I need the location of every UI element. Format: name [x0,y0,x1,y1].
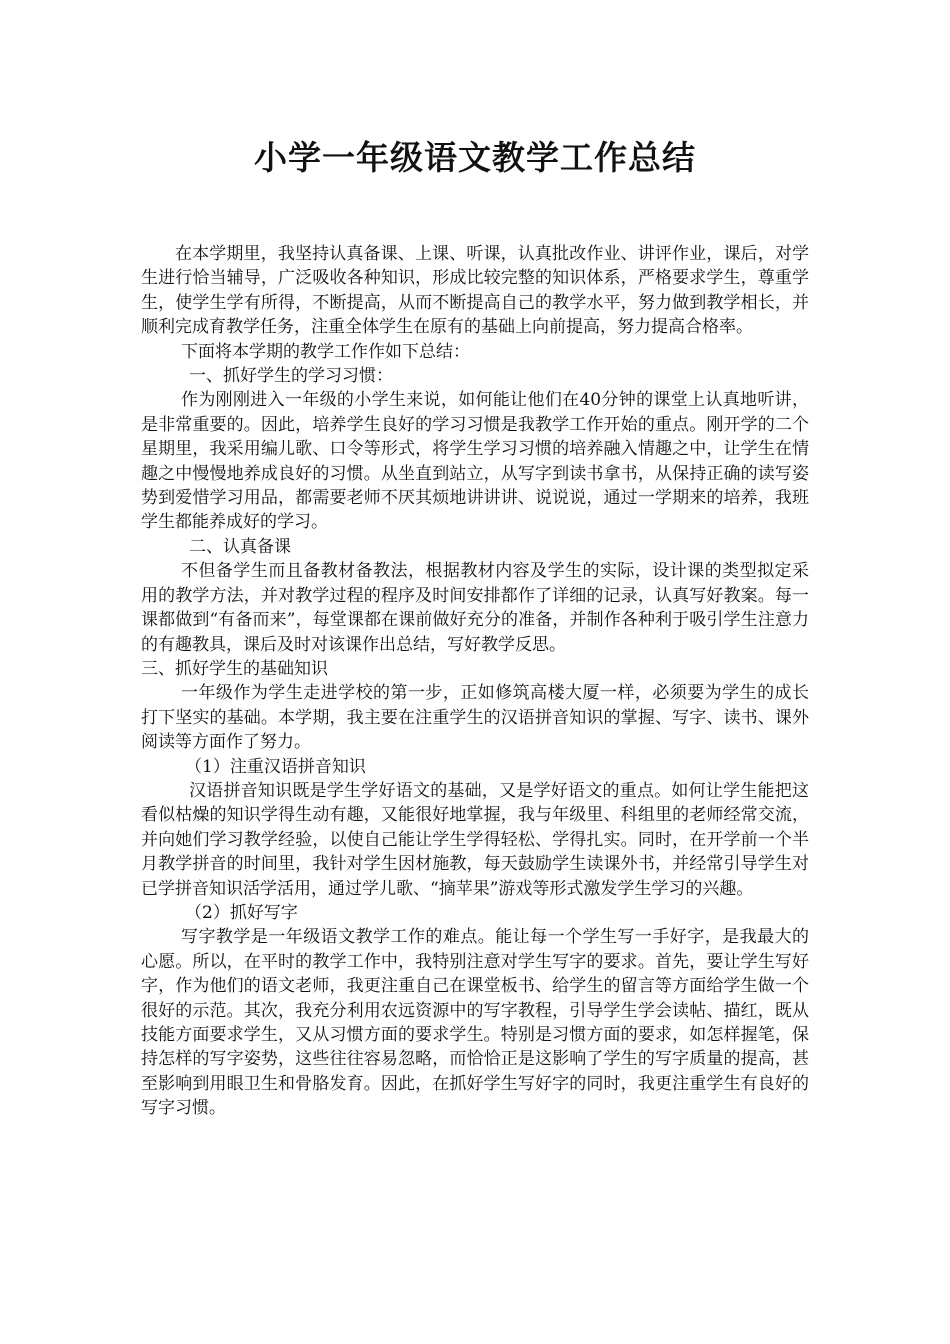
document-title: 小学一年级语文教学工作总结 [254,138,696,177]
section-heading-2: 二、认真备课 [189,536,291,557]
paragraph-summary-lead: 下面将本学期的教学工作作如下总结： [181,341,470,362]
subsection-heading-1: （1）注重汉语拼音知识 [185,756,366,777]
paragraph-subsection-1: 汉语拼音知识既是学生学好语文的基础，又是学好语文的重点。如何让学生能把这看似枯燥的知识学得生动有趣，又能很好地掌握，我与年级里、科组里的老师经常交流，并向她们学习教学经验，以使自己能让学生学得轻松、学得扎实。同时，在开学前一个半月教学拼音的时间里，我针对学生因材施教，每天鼓励学生读课外书，并经常引导学生对已学拼音知识活学活用，通过学儿歌、“摘苹果”游戏等形式激发学生学习的兴趣。 [141,780,809,899]
paragraph-section-1: 作为刚刚进入一年级的小学生来说，如何能让他们在40分钟的课堂上认真地听讲，是非常重要的。因此，培养学生良好的学习习惯是我教学工作开始的重点。刚开学的二个星期里，我采用编儿歌、口令等形式，将学生学习习惯的培养融入情趣之中，让学生在情趣之中慢慢地养成良好的习惯。从坐直到站立，从写字到读书拿书，从保持正确的读写姿势到爱惜学习用品，都需要老师不厌其烦地讲讲讲、说说说，通过一学期来的培养，我班学生都能养成好的学习。 [141,390,809,533]
paragraph-section-3: 一年级作为学生走进学校的第一步，正如修筑高楼大厦一样，必须要为学生的成长打下坚实的基础。本学期，我主要在注重学生的汉语拼音知识的掌握、写字、读书、课外阅读等方面作了努力。 [141,683,809,753]
document-body [141,242,809,1121]
subsection-heading-2: （2）抓好写字 [185,902,298,923]
paragraph-subsection-2: 写字教学是一年级语文教学工作的难点。能让每一个学生写一手好字，是我最大的心愿。所以，在平时的教学工作中，我特别注意对学生写字的要求。首先，要让学生写好字，作为他们的语文老师，我更注重自己在课堂板书、给学生的留言等方面给学生做一个很好的示范。其次，我充分利用农远资源中的写字教程，引导学生学会读帖、描红，既从技能方面要求学生，又从习惯方面的要求学生。特别是习惯方面的要求，如怎样握笔，保持怎样的写字姿势，这些往往容易忽略，而恰恰正是这影响了学生的写字质量的提高，甚至影响到用眼卫生和骨胳发育。因此，在抓好学生写好字的同时，我更注重学生有良好的写字习惯。 [141,927,809,1119]
section-heading-3: 三、抓好学生的基础知识 [141,658,328,679]
paragraph-intro: 在本学期里，我坚持认真备课、上课、听课，认真批改作业、讲评作业，课后，对学生进行恰当辅导，广泛吸收各种知识，形成比较完整的知识体系，严格要求学生，尊重学生，使学生学有所得，不断提高，从而不断提高自己的教学水平，努力做到教学相长，并顺利完成育教学任务，注重全体学生在原有的基础上向前提高，努力提高合格率。 [141,244,809,338]
paragraph-section-2: 不但备学生而且备教材备教法，根据教材内容及学生的实际，设计课的类型拟定采用的教学方法，并对教学过程的程序及时间安排都作了详细的记录，认真写好教案。每一课都做到“有备而来”，每堂课都在课前做好充分的准备，并制作各种利于吸引学生注意力的有趣教具，课后及时对该课作出总结，写好教学反思。 [141,561,809,655]
section-heading-1: 一、抓好学生的学习习惯： [189,366,393,387]
